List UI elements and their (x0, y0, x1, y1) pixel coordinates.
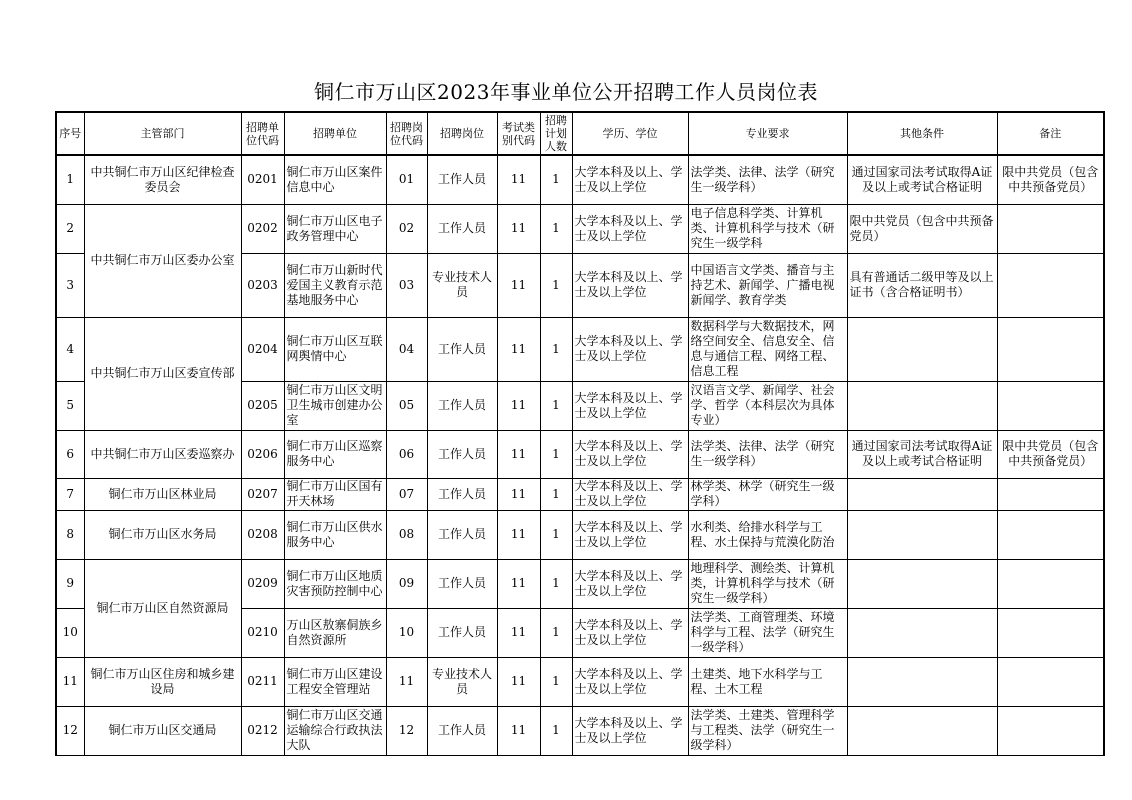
cell-exam-code: 11 (497, 155, 540, 204)
cell-dept: 中共铜仁市万山区纪律检查委员会 (84, 155, 241, 204)
cell-exam-code: 11 (497, 204, 540, 253)
cell-note (997, 608, 1104, 657)
cell-other (847, 478, 997, 510)
cell-major: 林学类、林学（研究生一级学科） (688, 478, 847, 510)
cell-unit: 铜仁市万山区巡察服务中心 (284, 430, 386, 478)
cell-note (997, 657, 1104, 706)
cell-post: 工作人员 (427, 608, 497, 657)
cell-unit-code: 0212 (241, 706, 284, 755)
table-row (56, 706, 1104, 755)
cell-dept: 铜仁市万山区水务局 (84, 510, 241, 559)
cell-other: 具有普通话二级甲等及以上证书（含合格证明书） (847, 253, 997, 317)
cell-post-code: 04 (386, 317, 427, 381)
cell-exam-code: 11 (497, 608, 540, 657)
cell-unit: 铜仁市万山区案件信息中心 (284, 155, 386, 204)
cell-unit: 铜仁市万山区地质灾害预防控制中心 (284, 559, 386, 608)
cell-unit-code: 0201 (241, 155, 284, 204)
col-header-other: 其他条件 (847, 112, 997, 155)
cell-post-code: 12 (386, 706, 427, 755)
cell-post: 专业技术人员 (427, 657, 497, 706)
cell-post: 工作人员 (427, 317, 497, 381)
cell-other (847, 381, 997, 430)
cell-post: 工作人员 (427, 204, 497, 253)
cell-major: 土建类、地下水科学与工程、土木工程 (688, 657, 847, 706)
cell-edu: 大学本科及以上、学士及以上学位 (572, 478, 688, 510)
cell-major: 法学类、工商管理类、环境科学与工程、法学（研究生一级学科） (688, 608, 847, 657)
cell-quota: 1 (540, 510, 572, 559)
cell-post: 工作人员 (427, 706, 497, 755)
cell-seq: 6 (56, 430, 84, 478)
cell-major: 水利类、给排水科学与工程、水土保持与荒漠化防治 (688, 510, 847, 559)
cell-unit-code: 0206 (241, 430, 284, 478)
col-header-post: 招聘岗位 (427, 112, 497, 155)
cell-quota: 1 (540, 253, 572, 317)
cell-exam-code: 11 (497, 381, 540, 430)
header-row (56, 112, 1104, 155)
cell-quota: 1 (540, 657, 572, 706)
cell-unit-code: 0202 (241, 204, 284, 253)
col-header-unit-code: 招聘单位代码 (241, 112, 284, 155)
table-row (56, 657, 1104, 706)
col-header-post-code: 招聘岗位代码 (386, 112, 427, 155)
cell-edu: 大学本科及以上、学士及以上学位 (572, 608, 688, 657)
cell-post-code: 07 (386, 478, 427, 510)
cell-post: 工作人员 (427, 510, 497, 559)
col-header-dept: 主管部门 (84, 112, 241, 155)
cell-post-code: 03 (386, 253, 427, 317)
cell-edu: 大学本科及以上、学士及以上学位 (572, 381, 688, 430)
cell-unit-code: 0209 (241, 559, 284, 608)
cell-seq: 11 (56, 657, 84, 706)
cell-seq: 8 (56, 510, 84, 559)
col-header-exam-code: 考试类别代码 (497, 112, 540, 155)
cell-edu: 大学本科及以上、学士及以上学位 (572, 430, 688, 478)
table-row (56, 559, 1104, 608)
cell-other: 通过国家司法考试取得A证及以上或考试合格证明 (847, 430, 997, 478)
cell-note: 限中共党员（包含中共预备党员） (997, 430, 1104, 478)
cell-other: 限中共党员（包含中共预备党员） (847, 204, 997, 253)
cell-exam-code: 11 (497, 706, 540, 755)
cell-unit-code: 0211 (241, 657, 284, 706)
cell-quota: 1 (540, 381, 572, 430)
cell-note (997, 559, 1104, 608)
col-header-edu: 学历、学位 (572, 112, 688, 155)
cell-unit: 铜仁市万山区交通运输综合行政执法大队 (284, 706, 386, 755)
cell-post: 工作人员 (427, 559, 497, 608)
cell-unit: 铜仁市万山区国有开天林场 (284, 478, 386, 510)
cell-note (997, 381, 1104, 430)
cell-unit: 铜仁市万山新时代爱国主义教育示范基地服务中心 (284, 253, 386, 317)
table-row (56, 317, 1104, 381)
cell-edu: 大学本科及以上、学士及以上学位 (572, 657, 688, 706)
cell-major: 法学类、法律、法学（研究生一级学科） (688, 155, 847, 204)
cell-post: 工作人员 (427, 155, 497, 204)
cell-post: 工作人员 (427, 478, 497, 510)
cell-other (847, 706, 997, 755)
cell-major: 地理科学、测绘类、计算机类，计算机科学与技术（研究生一级学科） (688, 559, 847, 608)
cell-major: 法学类、法律、法学（研究生一级学科） (688, 430, 847, 478)
cell-unit-code: 0204 (241, 317, 284, 381)
cell-quota: 1 (540, 608, 572, 657)
recruitment-table (55, 111, 1105, 756)
cell-unit: 铜仁市万山区建设工程安全管理站 (284, 657, 386, 706)
cell-seq: 7 (56, 478, 84, 510)
cell-post-code: 01 (386, 155, 427, 204)
cell-edu: 大学本科及以上、学士及以上学位 (572, 155, 688, 204)
cell-dept-merged: 中共铜仁市万山区委宣传部 (84, 317, 241, 430)
cell-exam-code: 11 (497, 253, 540, 317)
cell-quota: 1 (540, 204, 572, 253)
cell-seq: 10 (56, 608, 84, 657)
cell-seq: 12 (56, 706, 84, 755)
cell-edu: 大学本科及以上、学士及以上学位 (572, 559, 688, 608)
cell-seq: 9 (56, 559, 84, 608)
cell-unit: 铜仁市万山区互联网舆情中心 (284, 317, 386, 381)
cell-unit-code: 0208 (241, 510, 284, 559)
cell-other: 通过国家司法考试取得A证及以上或考试合格证明 (847, 155, 997, 204)
cell-unit: 铜仁市万山区电子政务管理中心 (284, 204, 386, 253)
cell-exam-code: 11 (497, 510, 540, 559)
col-header-note: 备注 (997, 112, 1104, 155)
cell-note (997, 317, 1104, 381)
cell-dept: 铜仁市万山区住房和城乡建设局 (84, 657, 241, 706)
cell-dept-cutoff: 铜仁市万山区交通局 (84, 706, 241, 755)
cell-dept-merged: 铜仁市万山区自然资源局 (84, 559, 241, 657)
recruitment-table-container (55, 111, 1099, 752)
cell-post: 工作人员 (427, 381, 497, 430)
cell-dept-merged: 中共铜仁市万山区委办公室 (84, 204, 241, 317)
cell-dept: 中共铜仁市万山区委巡察办 (84, 430, 241, 478)
cell-seq: 1 (56, 155, 84, 204)
cell-edu: 大学本科及以上、学士及以上学位 (572, 706, 688, 755)
cell-unit: 铜仁市万山区供水服务中心 (284, 510, 386, 559)
cell-unit-code: 0210 (241, 608, 284, 657)
cell-post-code: 08 (386, 510, 427, 559)
cell-other (847, 510, 997, 559)
cell-seq: 2 (56, 204, 84, 253)
cell-major: 数据科学与大数据技术，网络空间安全、信息安全、信息与通信工程、网络工程、信息工程 (688, 317, 847, 381)
cell-other (847, 608, 997, 657)
cell-edu: 大学本科及以上、学士及以上学位 (572, 317, 688, 381)
table-row (56, 430, 1104, 478)
cell-note (997, 706, 1104, 755)
cell-unit-code: 0203 (241, 253, 284, 317)
cell-exam-code: 11 (497, 430, 540, 478)
cell-unit: 万山区敖寨侗族乡自然资源所 (284, 608, 386, 657)
cell-note (997, 204, 1104, 253)
cell-edu: 大学本科及以上、学士及以上学位 (572, 510, 688, 559)
col-header-major: 专业要求 (688, 112, 847, 155)
cell-exam-code: 11 (497, 559, 540, 608)
cell-exam-code: 11 (497, 317, 540, 381)
cell-other (847, 657, 997, 706)
cell-quota: 1 (540, 478, 572, 510)
table-row (56, 510, 1104, 559)
cell-edu: 大学本科及以上、学士及以上学位 (572, 253, 688, 317)
cell-major: 汉语言文学、新闻学、社会学、哲学（本科层次为具体专业） (688, 381, 847, 430)
cell-post-code: 10 (386, 608, 427, 657)
cell-note: 限中共党员（包含中共预备党员） (997, 155, 1104, 204)
cell-edu: 大学本科及以上、学士及以上学位 (572, 204, 688, 253)
cell-major: 电子信息科学类、计算机类、计算机科学与技术（研究生一级学科 (688, 204, 847, 253)
cell-quota: 1 (540, 430, 572, 478)
cell-major: 法学类、土建类、管理科学与工程类、法学（研究生一级学科） (688, 706, 847, 755)
cell-unit-code: 0205 (241, 381, 284, 430)
cell-unit-code: 0207 (241, 478, 284, 510)
cell-post-code: 02 (386, 204, 427, 253)
cell-other (847, 317, 997, 381)
cell-note (997, 510, 1104, 559)
cell-quota: 1 (540, 317, 572, 381)
cell-post-code: 11 (386, 657, 427, 706)
cell-seq: 3 (56, 253, 84, 317)
cell-post: 工作人员 (427, 430, 497, 478)
col-header-seq: 序号 (56, 112, 84, 155)
cell-major: 中国语言文学类、播音与主持艺术、新闻学、广播电视新闻学、教育学类 (688, 253, 847, 317)
cell-note (997, 478, 1104, 510)
cell-dept: 铜仁市万山区林业局 (84, 478, 241, 510)
table-row (56, 155, 1104, 204)
cell-post-code: 09 (386, 559, 427, 608)
cell-quota: 1 (540, 155, 572, 204)
cell-seq: 4 (56, 317, 84, 381)
cell-exam-code: 11 (497, 657, 540, 706)
table-row (56, 478, 1104, 510)
col-header-unit: 招聘单位 (284, 112, 386, 155)
cell-post: 专业技术人员 (427, 253, 497, 317)
cell-quota: 1 (540, 559, 572, 608)
cell-post-code: 05 (386, 381, 427, 430)
cell-other (847, 559, 997, 608)
cell-post-code: 06 (386, 430, 427, 478)
cell-unit: 铜仁市万山区文明卫生城市创建办公室 (284, 381, 386, 430)
page-title: 铜仁市万山区2023年事业单位公开招聘工作人员岗位表 (314, 80, 818, 104)
cell-note (997, 253, 1104, 317)
cell-exam-code: 11 (497, 478, 540, 510)
cell-quota: 1 (540, 706, 572, 755)
col-header-quota: 招聘计划人数 (540, 112, 572, 155)
cell-seq: 5 (56, 381, 84, 430)
table-row (56, 204, 1104, 253)
